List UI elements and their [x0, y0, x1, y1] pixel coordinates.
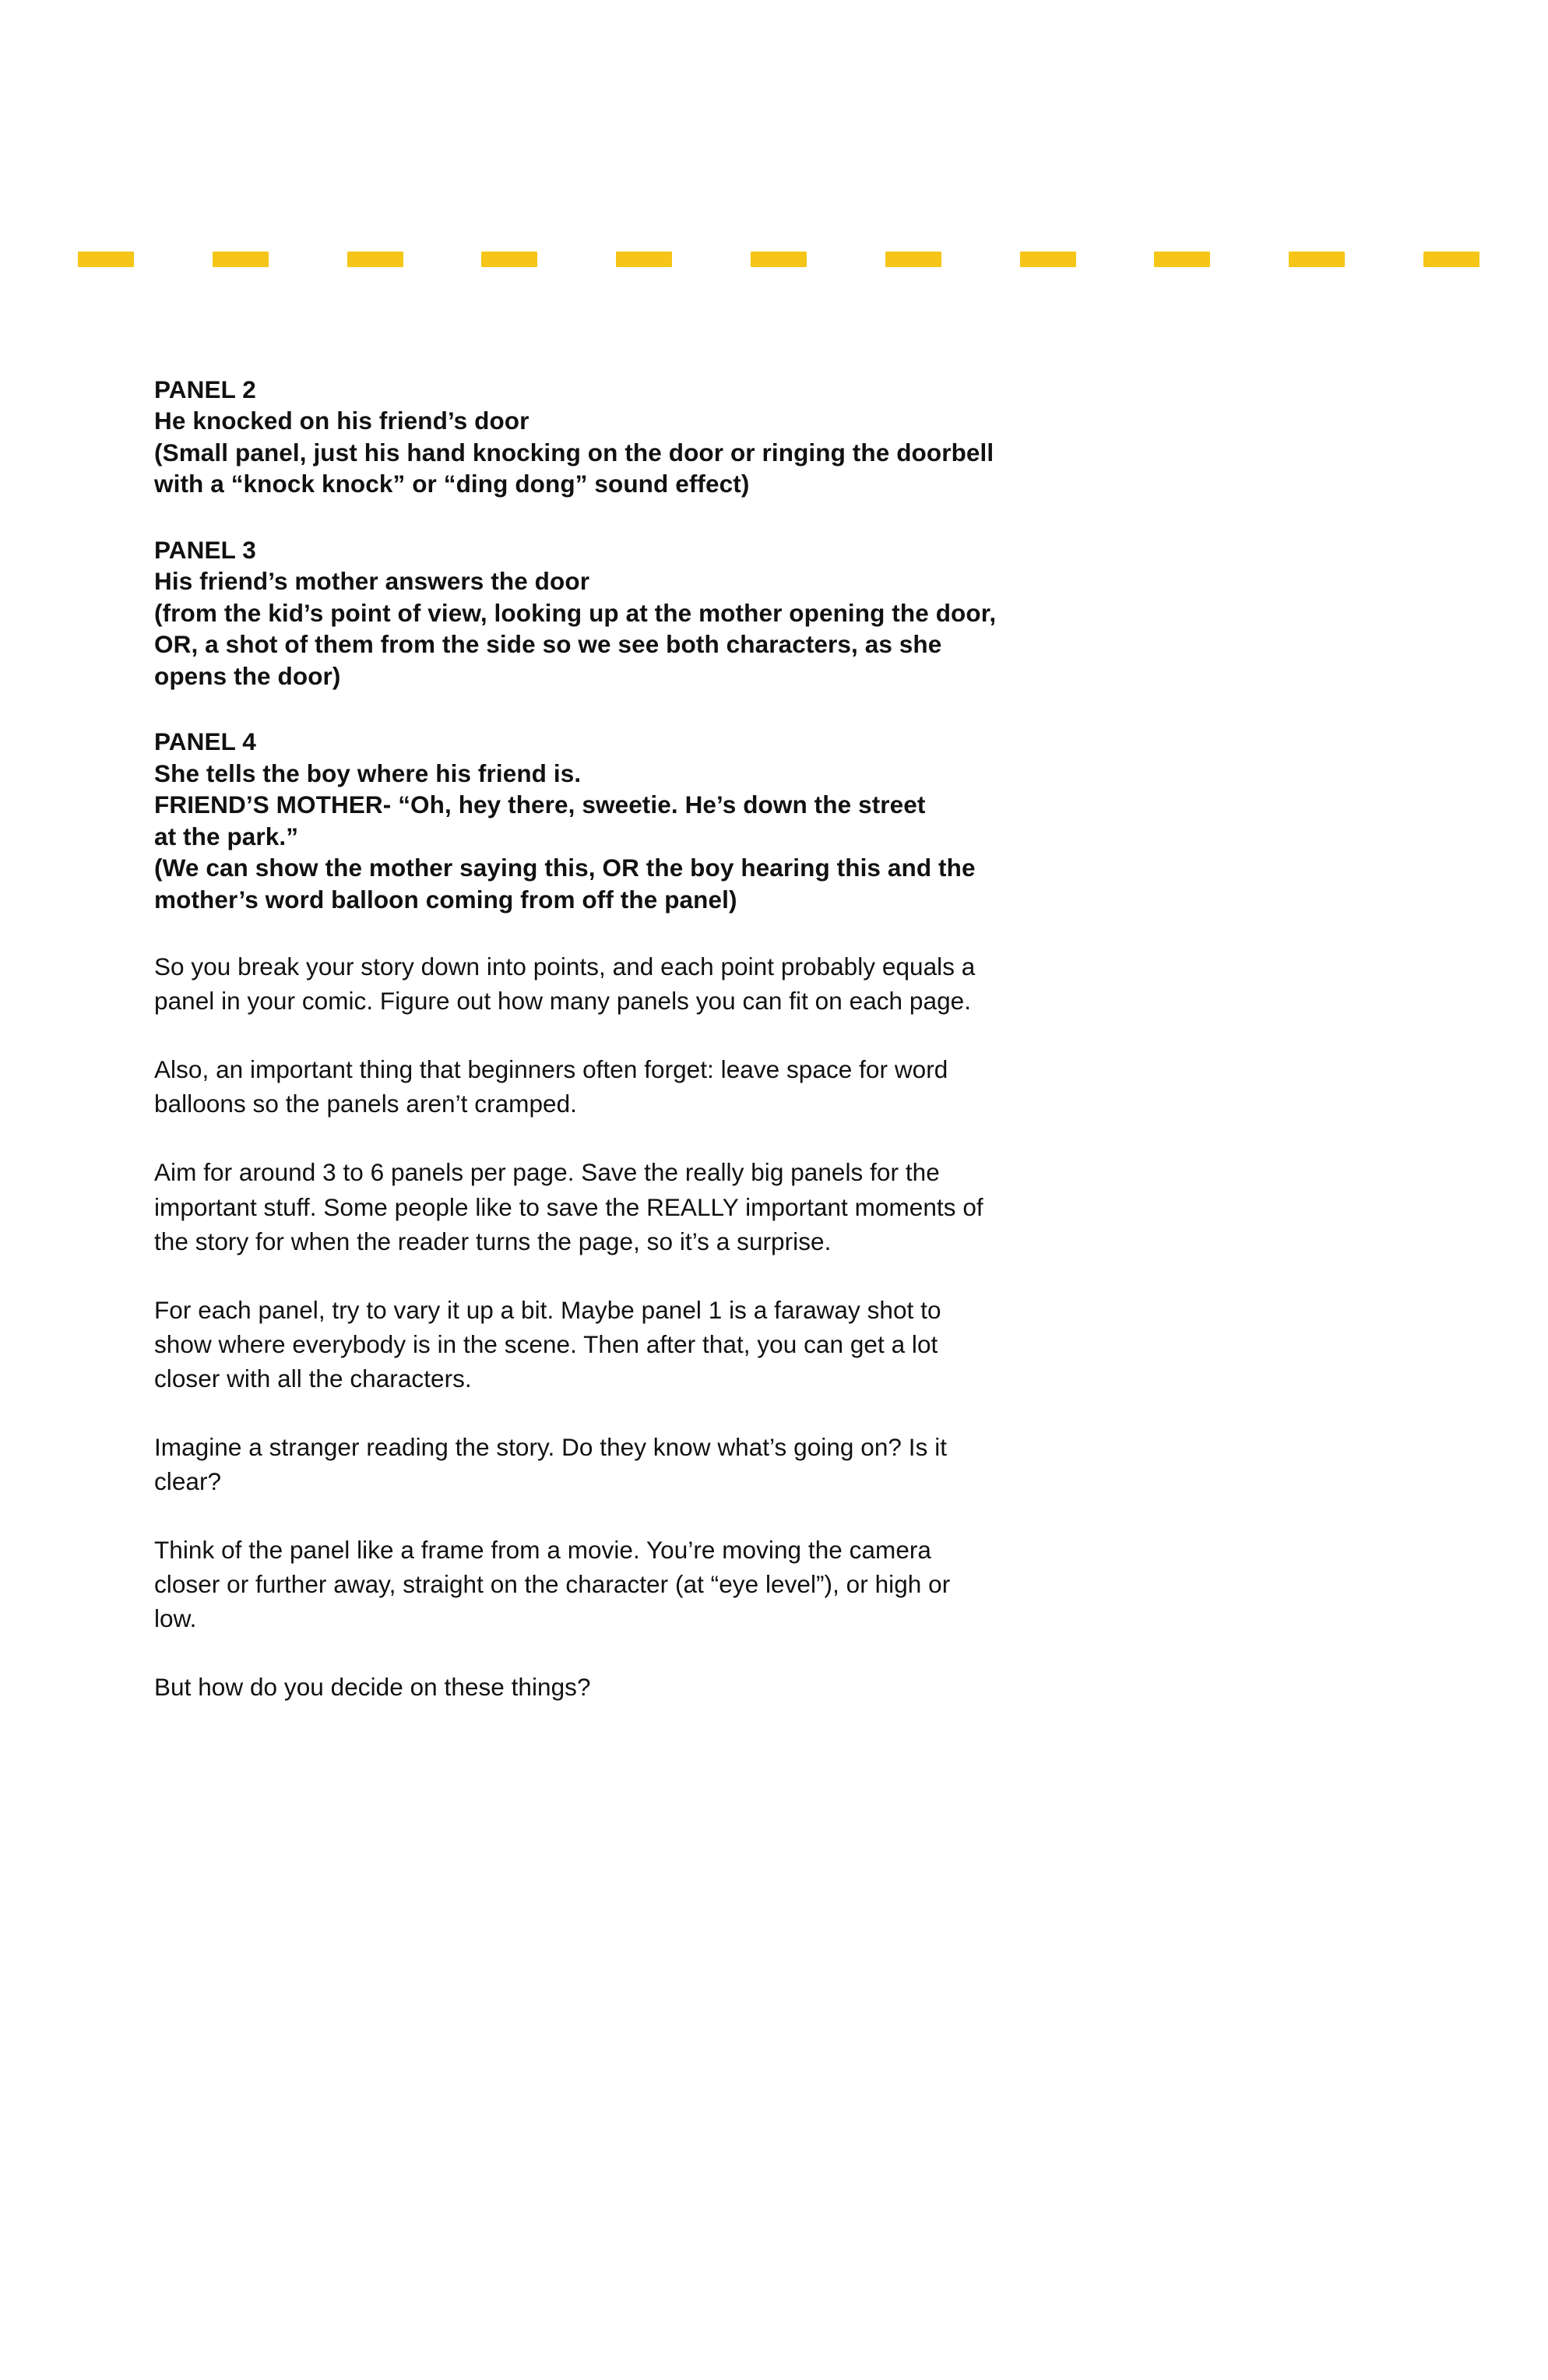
dashed-yellow-rule — [78, 251, 1479, 268]
panel-4-line-1: She tells the boy where his friend is. — [154, 759, 582, 787]
dash-segment — [78, 252, 134, 267]
panel-4-line-3: at the park.” — [154, 822, 299, 850]
paragraph-line: For each panel, try to vary it up a bit. Maybe panel 1 is a faraway shot to — [154, 1295, 941, 1324]
paragraph-line: Also, an important thing that beginners often forget: leave space for word — [154, 1055, 948, 1084]
panel-2-line-2: (Small panel, just his hand knocking on the door or ringing the doorbell — [154, 438, 994, 466]
dash-segment — [1020, 252, 1076, 267]
paragraph-vary-panels — [154, 1293, 1400, 1396]
paragraph-line: clear? — [154, 1467, 222, 1496]
paragraph-line: low. — [154, 1604, 197, 1633]
dash-segment — [1289, 252, 1345, 267]
dash-segment — [213, 252, 269, 267]
paragraph-line: balloons so the panels aren’t cramped. — [154, 1090, 577, 1118]
panel-3-line-4: opens the door) — [154, 661, 341, 690]
paragraph-line: the story for when the reader turns the page, so it’s a surprise. — [154, 1227, 832, 1255]
dash-segment — [347, 252, 403, 267]
dash-segment — [751, 252, 807, 267]
dash-segment — [1423, 252, 1479, 267]
paragraph-how-decide — [154, 1670, 1400, 1704]
dash-segment — [616, 252, 672, 267]
paragraph-line: closer or further away, straight on the character (at “eye level”), or high or — [154, 1570, 951, 1599]
paragraph-line: Imagine a stranger reading the story. Do they know what’s going on? Is it — [154, 1432, 948, 1461]
panel-3-line-3: OR, a shot of them from the side so we see both characters, as she — [154, 630, 942, 659]
panel-4-line-5: mother’s word balloon coming from off the panel) — [154, 885, 737, 914]
panel-4-line-2: FRIEND’S MOTHER- “Oh, hey there, sweetie. He’s down the street — [154, 790, 926, 819]
paragraph-line: Think of the panel like a frame from a movie. You’re moving the camera — [154, 1536, 931, 1565]
dash-segment — [1154, 252, 1210, 267]
panel-4-block — [154, 726, 1400, 915]
paragraph-line: closer with all the characters. — [154, 1364, 472, 1392]
panel-2-heading: PANEL 2 — [154, 375, 256, 403]
panel-4-line-4: (We can show the mother saying this, OR the boy hearing this and the — [154, 854, 976, 882]
paragraph-panel-count — [154, 1155, 1400, 1258]
paragraph-line: But how do you decide on these things? — [154, 1673, 591, 1702]
paragraph-line: show where everybody is in the scene. Then after that, you can get a lot — [154, 1329, 938, 1358]
document-body — [154, 374, 1400, 1705]
panel-2-line-3: with a “knock knock” or “ding dong” sound effect) — [154, 470, 750, 498]
dash-segment — [481, 252, 537, 267]
paragraph-line: So you break your story down into points, and each point probably equals a — [154, 952, 976, 981]
dash-segment — [885, 252, 941, 267]
paragraph-line: panel in your comic. Figure out how many panels you can fit on each page. — [154, 987, 972, 1016]
panel-2-block — [154, 374, 1400, 500]
paragraph-break-down-story — [154, 949, 1400, 1018]
panel-3-line-1: His friend’s mother answers the door — [154, 567, 590, 596]
panel-4-heading: PANEL 4 — [154, 727, 256, 756]
paragraph-line: important stuff. Some people like to save the REALLY important moments of — [154, 1192, 983, 1221]
panel-2-line-1: He knocked on his friend’s door — [154, 407, 529, 435]
panel-3-heading: PANEL 3 — [154, 535, 256, 564]
paragraph-movie-frame — [154, 1533, 1400, 1635]
panel-3-block — [154, 534, 1400, 692]
panel-3-line-2: (from the kid’s point of view, looking up at the mother opening the door, — [154, 598, 997, 627]
paragraph-word-balloons — [154, 1052, 1400, 1121]
paragraph-stranger-reading — [154, 1430, 1400, 1498]
paragraph-line: Aim for around 3 to 6 panels per page. Save the really big panels for the — [154, 1158, 940, 1187]
